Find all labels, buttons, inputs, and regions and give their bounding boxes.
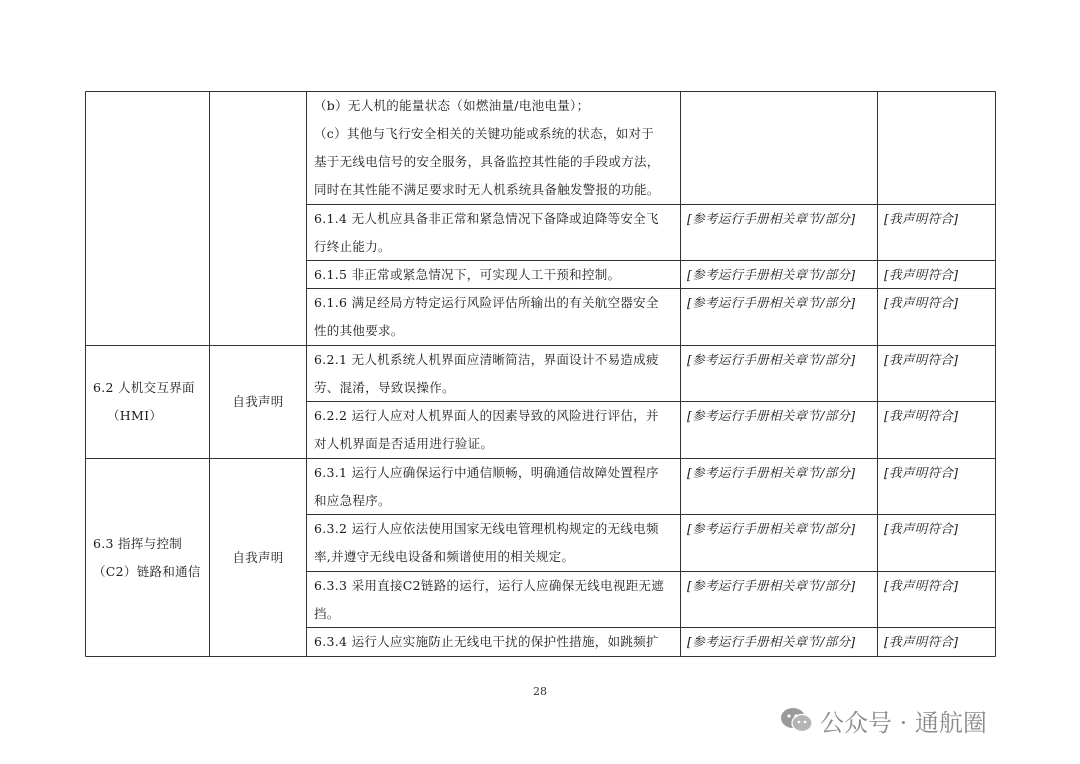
declaration-cell: [我声明符合] [884, 352, 959, 367]
section-name-line: （C2）链路和通信 [93, 563, 201, 579]
section-name-line: 6.3 指挥与控制 [93, 535, 183, 551]
page-number: 28 [533, 685, 547, 698]
declaration-cell: [我声明符合] [884, 211, 959, 226]
requirement-line: 挡。 [314, 606, 340, 621]
requirement-line: 6.1.6 满足经局方特定运行风险评估所输出的有关航空器安全 [314, 295, 659, 310]
method-label: 自我声明 [232, 394, 284, 409]
requirement-cell [307, 459, 680, 515]
requirement-cell [307, 628, 680, 656]
reference-cell: [参考运行手册相关章节/部分] [687, 465, 856, 480]
requirement-cell [307, 92, 680, 204]
declaration-cell: [我声明符合] [884, 267, 959, 282]
requirement-line: 6.1.5 非正常或紧急情况下，可实现人工干预和控制。 [314, 267, 621, 282]
requirement-line: 6.2.1 无人机系统人机界面应清晰简洁，界面设计不易造成疲 [314, 352, 659, 367]
requirement-line: （b）无人机的能量状态（如燃油量/电池电量）； [314, 98, 590, 113]
requirement-line: 和应急程序。 [314, 493, 391, 508]
declaration-cell: [我声明符合] [884, 578, 959, 593]
reference-cell: [参考运行手册相关章节/部分] [687, 352, 856, 367]
section-name-line: （HMI） [107, 408, 163, 423]
method-cell [210, 346, 306, 458]
reference-cell: [参考运行手册相关章节/部分] [687, 634, 856, 649]
requirement-line: 基于无线电信号的安全服务，具备监控其性能的手段或方法， [314, 154, 660, 169]
reference-cell: [参考运行手册相关章节/部分] [687, 267, 856, 282]
requirement-line: 对人机界面是否适用进行验证。 [314, 436, 494, 451]
reference-cell: [参考运行手册相关章节/部分] [687, 521, 856, 536]
reference-cell: [参考运行手册相关章节/部分] [687, 295, 856, 310]
requirement-cell [307, 346, 680, 402]
declaration-cell: [我声明符合] [884, 408, 959, 423]
requirement-line: （c）其他与飞行安全相关的关键功能或系统的状态，如对于 [314, 126, 655, 141]
requirement-cell [307, 289, 680, 345]
wechat-icon [780, 706, 814, 734]
requirement-line: 6.3.4 运行人应实施防止无线电干扰的保护性措施，如跳频扩 [314, 634, 659, 649]
section-name-line: 6.2 人机交互界面 [93, 380, 195, 395]
requirement-line: 行终止能力。 [314, 239, 391, 254]
requirement-line: 6.3.2 运行人应依法使用国家无线电管理机构规定的无线电频 [314, 521, 659, 536]
reference-cell: [参考运行手册相关章节/部分] [687, 211, 856, 226]
declaration-cell: [我声明符合] [884, 295, 959, 310]
requirement-cell [307, 261, 680, 289]
requirement-line: 6.1.4 无人机应具备非正常和紧急情况下备降或迫降等安全飞 [314, 211, 659, 226]
requirement-line: 同时在其性能不满足要求时无人机系统具备触发警报的功能。 [314, 182, 660, 197]
watermark-text: 公众号 · 通航圈 [820, 708, 987, 737]
requirement-cell [307, 205, 680, 261]
declaration-cell: [我声明符合] [884, 465, 959, 480]
reference-cell: [参考运行手册相关章节/部分] [687, 408, 856, 423]
requirement-line: 6.3.3 采用直接C2链路的运行，运行人应确保无线电视距无遮 [314, 578, 665, 593]
watermark [780, 700, 987, 740]
method-label: 自我声明 [232, 549, 284, 565]
declaration-cell: [我声明符合] [884, 634, 959, 649]
requirement-cell [307, 572, 680, 628]
requirement-cell [307, 402, 680, 458]
requirement-cell [307, 515, 680, 571]
requirement-line: 6.2.2 运行人应对人机界面人的因素导致的风险进行评估，并 [314, 408, 659, 423]
requirement-line: 劳、混淆，导致误操作。 [314, 380, 455, 395]
requirement-line: 6.3.1 运行人应确保运行中通信顺畅，明确通信故障处置程序 [314, 465, 659, 480]
method-cell [210, 459, 306, 656]
reference-cell: [参考运行手册相关章节/部分] [687, 578, 856, 593]
section-name-cell [86, 346, 209, 458]
requirement-line: 率,并遵守无线电设备和频谱使用的相关规定。 [314, 549, 575, 564]
section-name-cell [86, 459, 209, 656]
declaration-cell: [我声明符合] [884, 521, 959, 536]
requirement-line: 性的其他要求。 [314, 323, 404, 338]
